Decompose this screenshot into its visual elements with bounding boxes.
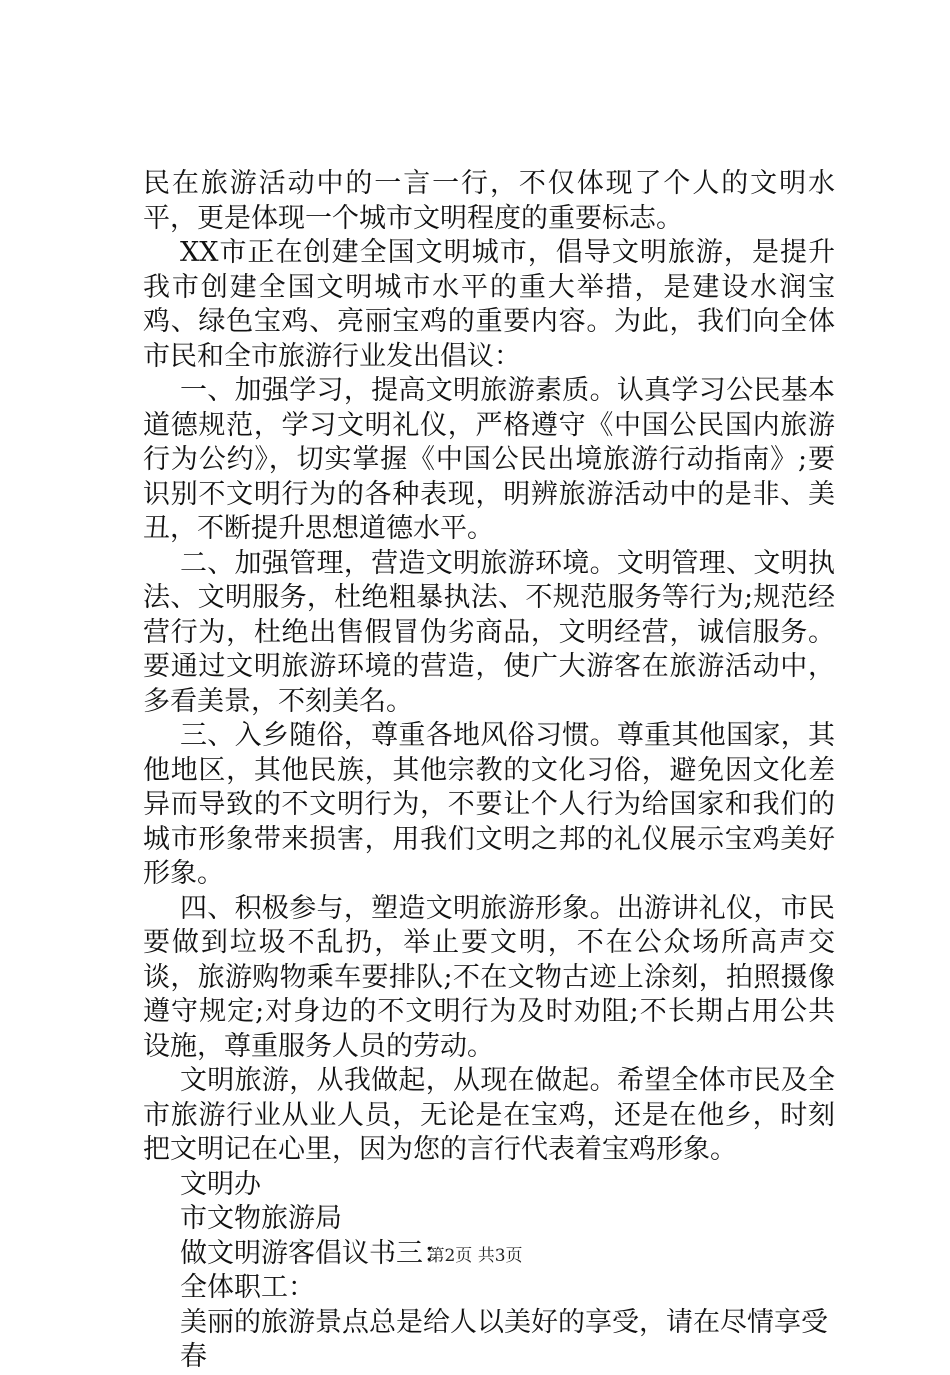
paragraph-4: 二、加强管理，营造文明旅游环境。文明管理、文明执法、文明服务，杜绝粗暴执法、不规范服务等行为;规范经营行为，杜绝出售假冒伪劣商品，文明经营，诚信服务。要通过文明旅游环境的营造，使广大游客在旅游活动中，多看美景，不刻美名。 (143, 547, 835, 717)
paragraph-2: XX市正在创建全国文明城市，倡导文明旅游，是提升我市创建全国文明城市水平的重大举措，是建设水润宝鸡、绿色宝鸡、亮丽宝鸡的重要内容。为此，我们向全体市民和全市旅游行业发出倡议： (143, 237, 835, 372)
paragraph-7: 文明旅游，从我做起，从现在做起。希望全体市民及全市旅游行业从业人员，无论是在宝鸡，还是在他乡，时刻把文明记在心里，因为您的言行代表着宝鸡形象。 (143, 1065, 835, 1165)
paragraph-3: 一、加强学习，提高文明旅游素质。认真学习公民基本道德规范，学习文明礼仪，严格遵守《中国公民国内旅游行为公约》，切实掌握《中国公民出境旅游行动指南》;要识别不文明行为的各种表现，明辨旅游活动中的是非、美丑，不断提升思想道德水平。 (143, 375, 835, 544)
paragraph-5: 三、入乡随俗，尊重各地风俗习惯。尊重其他国家，其他地区，其他民族，其他宗教的文化习俗，避免因文化差异而导致的不文明行为，不要让个人行为给国家和我们的城市形象带来损害，用我们文明之邦的礼仪展示宝鸡美好形象。 (143, 720, 835, 889)
signature-office: 文明办 (180, 1168, 261, 1200)
signature-bureau: 市文物旅游局 (180, 1203, 342, 1234)
section-heading: 做文明游客倡议书三： (180, 1237, 450, 1269)
page-footer: 第2页 共3页 (427, 1246, 523, 1266)
paragraph-continued: 美丽的旅游景点总是给人以美好的享受，请在尽情享受春 (180, 1306, 828, 1372)
document-body (143, 167, 835, 1375)
paragraph-1: 民在旅游活动中的一言一行，不仅体现了个人的文明水平，更是体现一个城市文明程度的重要标志。 (143, 168, 835, 234)
paragraph-6: 四、积极参与，塑造文明旅游形象。出游讲礼仪，市民要做到垃圾不乱扔，举止要文明，不在公众场所高声交谈，旅游购物乘车要排队;不在文物古迹上涂刻，拍照摄像遵守规定;对身边的不文明行为及时劝阻;不长期占用公共设施，尊重服务人员的劳动。 (143, 892, 835, 1062)
salutation: 全体职工： (180, 1272, 315, 1303)
